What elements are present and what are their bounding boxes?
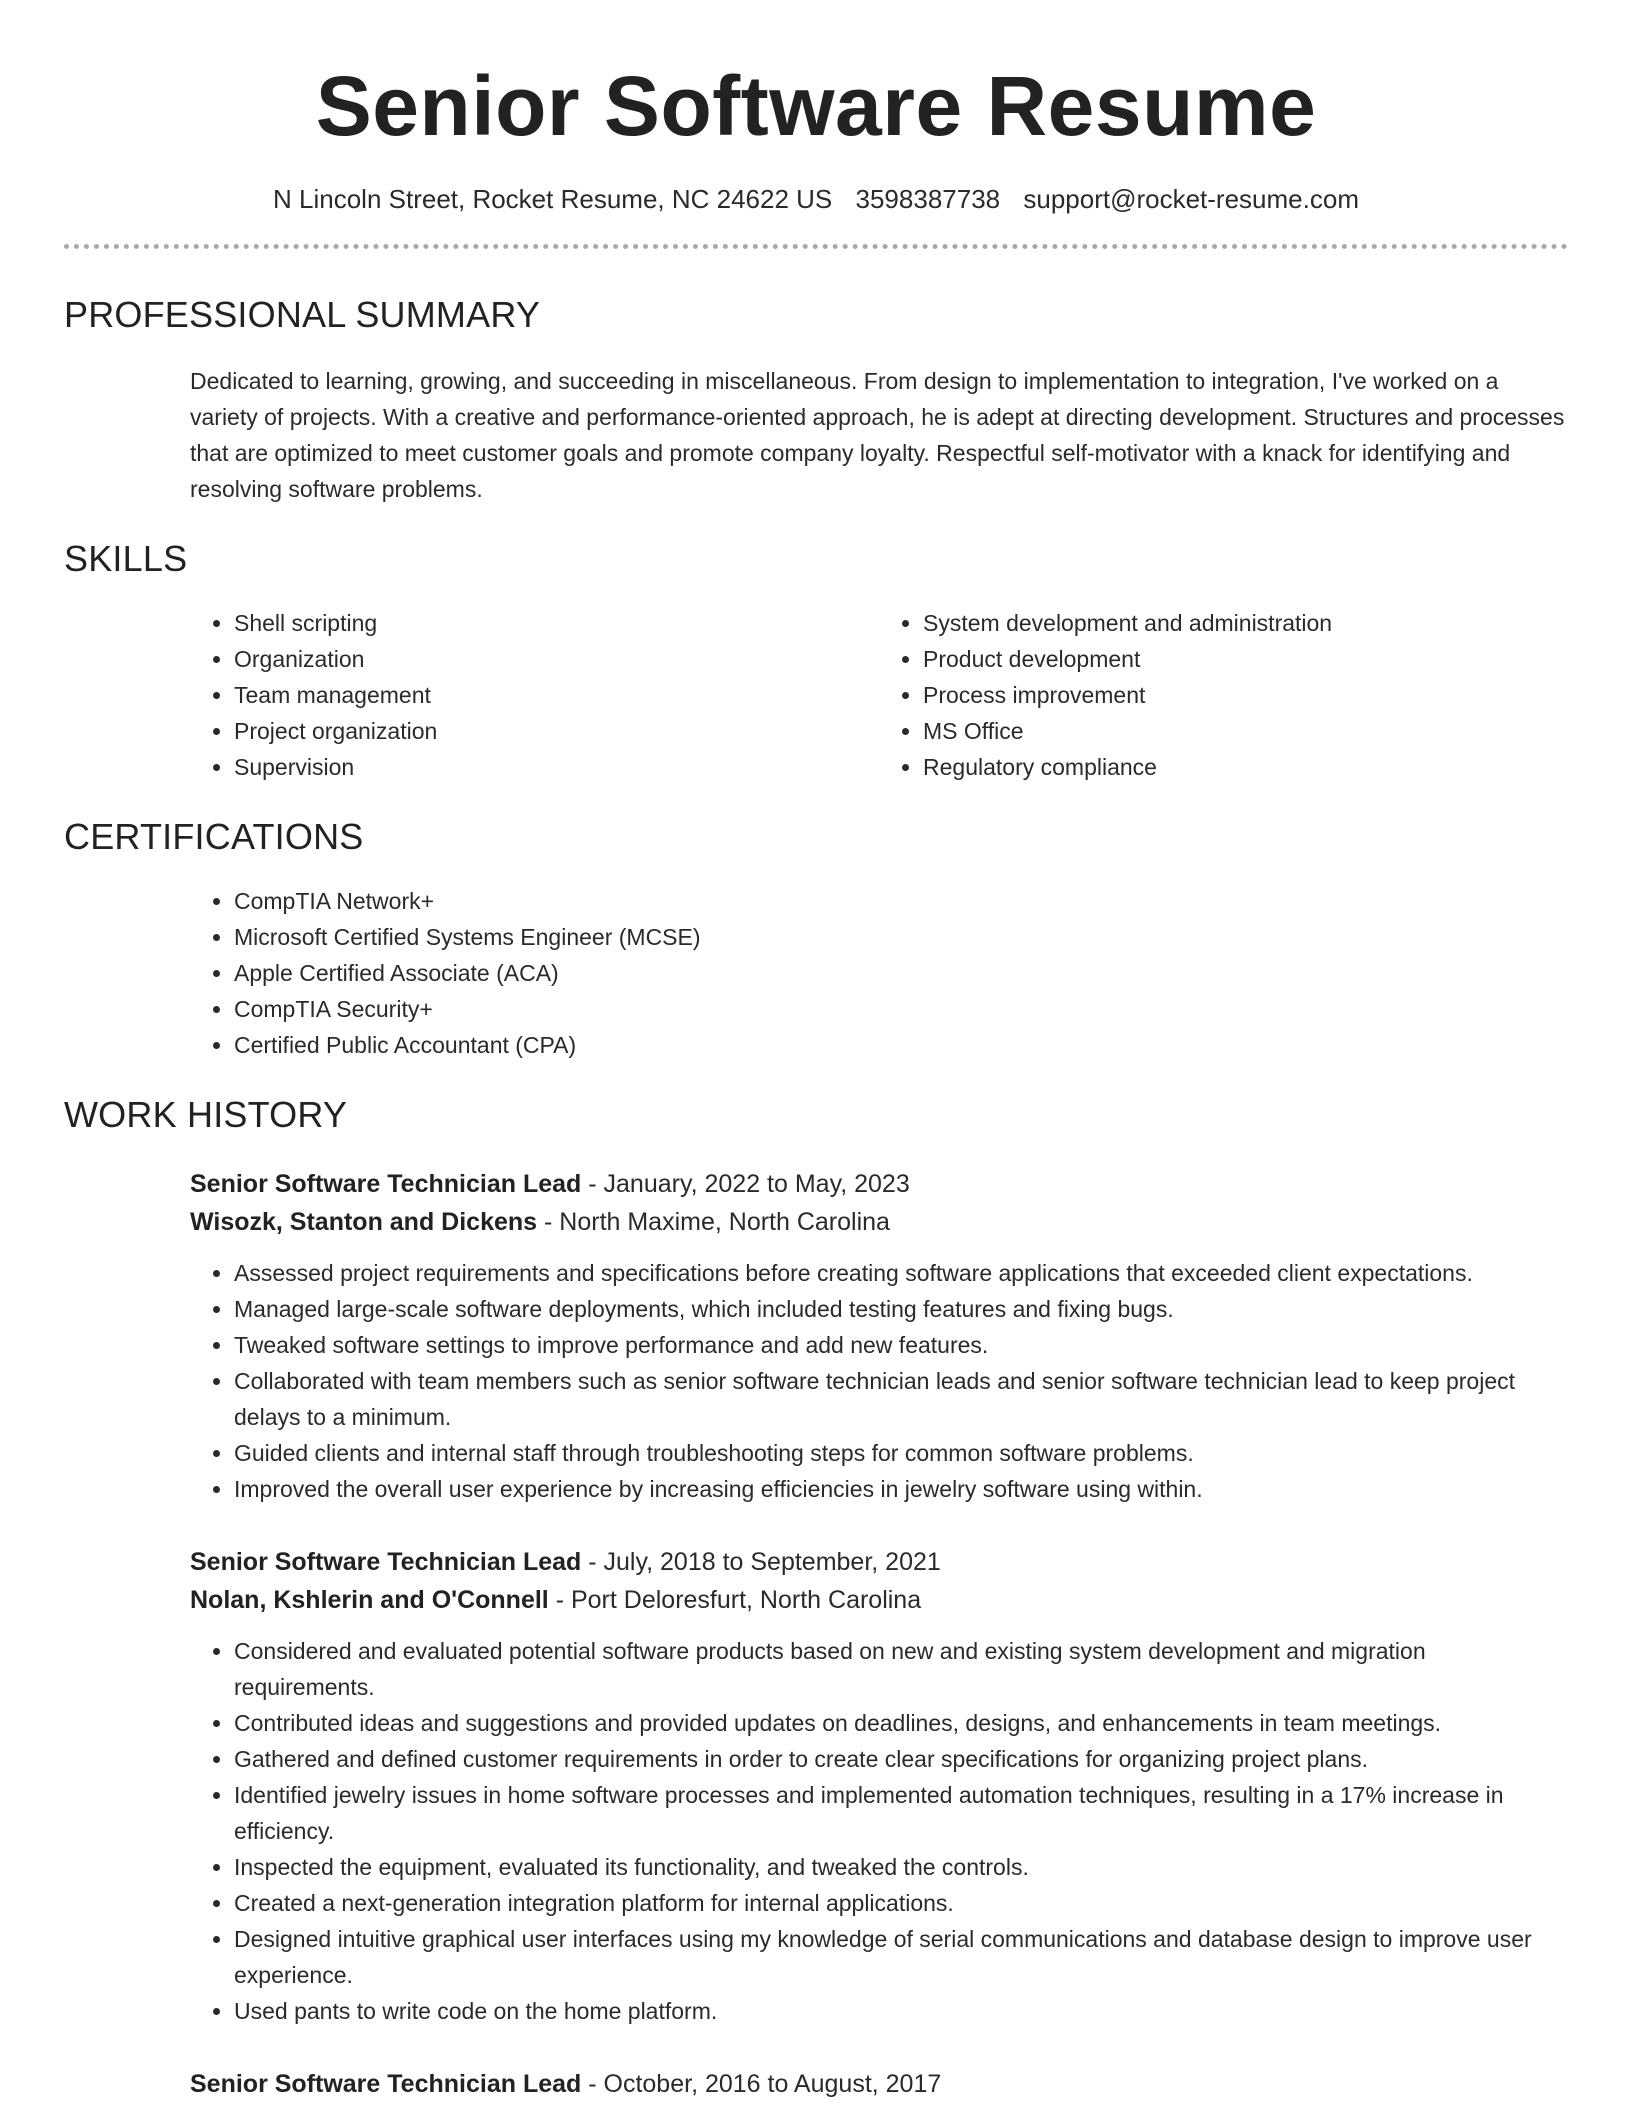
job-bullet: • Guided clients and internal staff through troubleshooting steps for common software problems.: [234, 1435, 1568, 1471]
certification-item: • Certified Public Accountant (CPA): [234, 1027, 1568, 1063]
skill-item: • Product development: [923, 641, 1568, 677]
contact-address: N Lincoln Street, Rocket Resume, NC 24622 US: [273, 184, 833, 214]
job-bullets: [190, 1255, 1568, 1507]
job-entry-3: [190, 2065, 1568, 2103]
job-dates: - July, 2018 to September, 2021: [581, 1548, 941, 1576]
skill-item: • Process improvement: [923, 677, 1568, 713]
job-title-line: [190, 1165, 1568, 1203]
job-bullet: • Inspected the equipment, evaluated its functionality, and tweaked the controls.: [234, 1849, 1568, 1885]
contact-email: support@rocket-resume.com: [1023, 184, 1359, 214]
job-company: Wisozk, Stanton and Dickens: [190, 1208, 538, 1236]
certifications-items: [190, 883, 1568, 1063]
certification-item: • CompTIA Network+: [234, 883, 1568, 919]
section-title-skills: SKILLS: [64, 538, 188, 579]
skills-list: [190, 605, 1568, 785]
skill-item: • MS Office: [923, 713, 1568, 749]
job-location: - North Maxime, North Carolina: [537, 1208, 890, 1236]
job-bullets: [190, 1633, 1568, 2029]
certification-item: • Apple Certified Associate (ACA): [234, 955, 1568, 991]
job-bullet: • Gathered and defined customer requirements in order to create clear specifications for organizing project plans.: [234, 1741, 1568, 1777]
summary-text: Dedicated to learning, growing, and succeeding in miscellaneous. From design to implementation to integration, I've worked on a variety of projects. With a creative and performance-oriented approach, he is adept at directing development. Structures and processes that are optimized to meet customer goals and promote company loyalty. Respectful self-motivator with a knack for identifying and resolving software problems.: [190, 368, 1565, 502]
skill-item: • Team management: [234, 677, 879, 713]
section-title-certifications: CERTIFICATIONS: [64, 816, 364, 857]
job-title: Senior Software Technician Lead: [190, 1548, 582, 1576]
job-bullet: • Assessed project requirements and specifications before creating software applications that exceeded client expectations.: [234, 1255, 1568, 1291]
job-company-line: [190, 1203, 1568, 1241]
job-company: Nolan, Kshlerin and O'Connell: [190, 1586, 549, 1614]
job-location: - Port Deloresfurt, North Carolina: [548, 1586, 922, 1614]
resume-page: [64, 0, 1568, 2103]
job-bullet: • Identified jewelry issues in home software processes and implemented automation techniques, resulting in a 17% increase in efficiency.: [234, 1777, 1568, 1849]
job-entry-1: [190, 1165, 1568, 1507]
section-title-work-history: WORK HISTORY: [64, 1094, 348, 1135]
job-bullet: • Considered and evaluated potential software products based on new and existing system development and migration requirements.: [234, 1633, 1568, 1705]
resume-title: Senior Software Resume: [315, 59, 1317, 153]
job-bullet: • Contributed ideas and suggestions and provided updates on deadlines, designs, and enhancements in team meetings.: [234, 1705, 1568, 1741]
job-title-line: [190, 1543, 1568, 1581]
skill-item: • Regulatory compliance: [923, 749, 1568, 785]
job-bullet: • Collaborated with team members such as senior software technician leads and senior software technician lead to keep project delays to a minimum.: [234, 1363, 1568, 1435]
header-divider: [64, 244, 1568, 249]
job-bullet: • Improved the overall user experience by increasing efficiencies in jewelry software using within.: [234, 1471, 1568, 1507]
certifications-list: [190, 883, 1568, 1063]
job-dates: - January, 2022 to May, 2023: [581, 1170, 910, 1198]
job-bullet: • Managed large-scale software deployments, which included testing features and fixing bugs.: [234, 1291, 1568, 1327]
job-bullet: • Designed intuitive graphical user interfaces using my knowledge of serial communications and database design to improve user experience.: [234, 1921, 1568, 1993]
skill-item: • Project organization: [234, 713, 879, 749]
skills-column-left: [190, 605, 879, 785]
skill-item: • Supervision: [234, 749, 879, 785]
skill-item: • System development and administration: [923, 605, 1568, 641]
skills-column-right: [879, 605, 1568, 785]
job-title-line: [190, 2065, 1568, 2103]
certification-item: • Microsoft Certified Systems Engineer (MCSE): [234, 919, 1568, 955]
job-bullet: • Created a next-generation integration platform for internal applications.: [234, 1885, 1568, 1921]
skill-item: • Shell scripting: [234, 605, 879, 641]
contact-phone: 3598387738: [855, 184, 1001, 214]
job-title: Senior Software Technician Lead: [190, 1170, 582, 1198]
contact-line: [64, 182, 1568, 216]
job-entry-2: [190, 1543, 1568, 2029]
skill-item: • Organization: [234, 641, 879, 677]
job-dates: - October, 2016 to August, 2017: [581, 2070, 942, 2098]
job-bullet: • Tweaked software settings to improve performance and add new features.: [234, 1327, 1568, 1363]
certification-item: • CompTIA Security+: [234, 991, 1568, 1027]
job-company-line: [190, 1581, 1568, 1619]
job-title: Senior Software Technician Lead: [190, 2070, 582, 2098]
section-title-summary: PROFESSIONAL SUMMARY: [64, 294, 541, 335]
job-bullet: • Used pants to write code on the home platform.: [234, 1993, 1568, 2029]
